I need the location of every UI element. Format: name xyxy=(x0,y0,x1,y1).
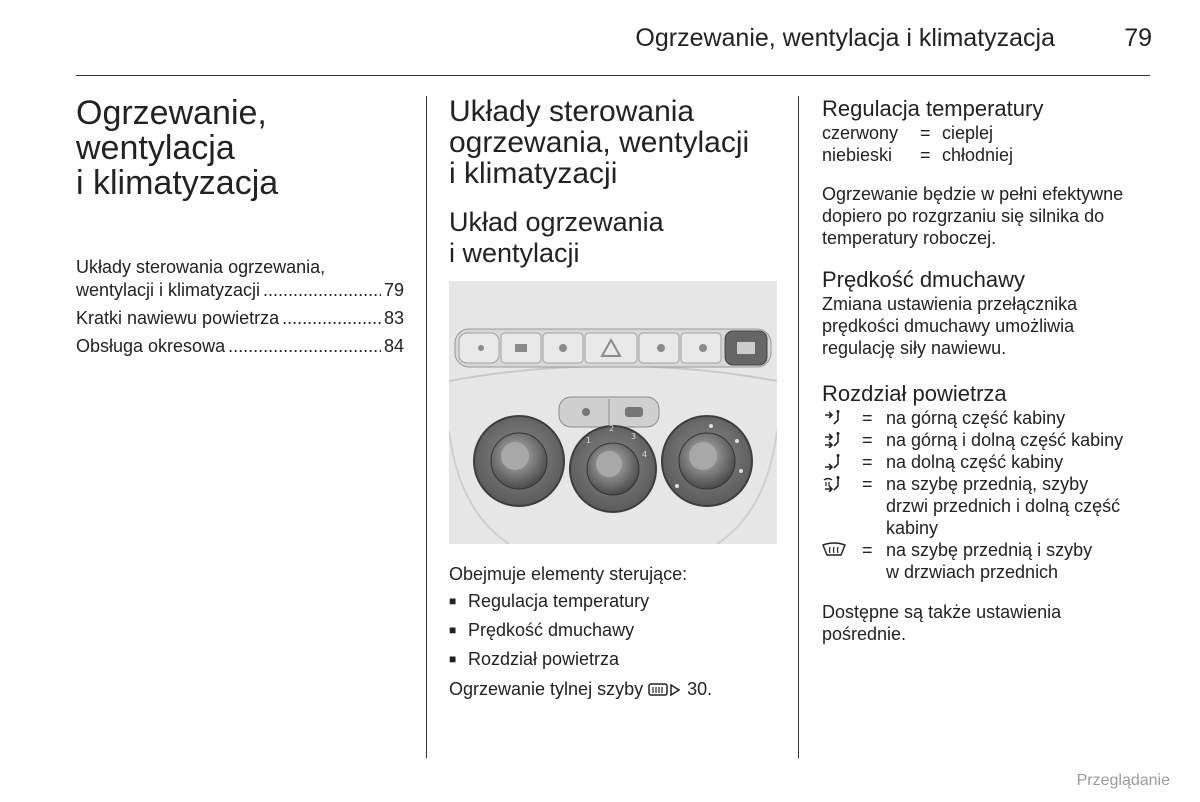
air-distribution-row xyxy=(822,429,1162,451)
chapter-title-line: Ogrzewanie, xyxy=(76,94,267,132)
subsection-title-line: i wentylacji xyxy=(449,238,580,268)
bullet-marker: ■ xyxy=(449,594,457,608)
list-item-text: Rozdział powietrza xyxy=(468,649,620,669)
table-of-contents xyxy=(76,256,404,363)
lower-cabin-icon xyxy=(822,454,846,470)
air-distribution-row xyxy=(822,473,1162,539)
rear-window-heating-icon xyxy=(648,682,668,698)
chapter-title-line: i klimatyzacja xyxy=(76,164,279,202)
fan-heading: Prędkość dmuchawy xyxy=(822,267,1025,292)
equals: = xyxy=(920,123,931,143)
toc-leader xyxy=(282,307,381,330)
subsection-title xyxy=(449,207,779,269)
chapter-title xyxy=(76,96,416,201)
definition: cieplej xyxy=(942,123,994,143)
temperature-note xyxy=(822,183,1162,249)
watermark-text: Przeglądanie xyxy=(1076,772,1170,789)
list-item-text: Regulacja temperatury xyxy=(468,591,650,611)
toc-entry-maintenance[interactable] xyxy=(76,335,404,358)
equals: = xyxy=(862,474,873,494)
equals: = xyxy=(862,452,873,472)
equals: = xyxy=(862,408,873,428)
list-item xyxy=(449,618,649,647)
temperature-heading: Regulacja temperatury xyxy=(822,96,1044,121)
control-list xyxy=(449,589,649,676)
section-title-line: ogrzewania, wentylacji xyxy=(449,126,750,159)
section-title xyxy=(449,96,789,189)
section-title-line: i klimatyzacji xyxy=(449,157,618,190)
paragraph-line: prędkości dmuchawy umożliwia xyxy=(822,316,1075,336)
definition: chłodniej xyxy=(942,145,1014,165)
column-divider-1 xyxy=(426,96,427,758)
windscreen-defrost-icon xyxy=(822,542,846,558)
column-divider-2 xyxy=(798,96,799,758)
air-distribution-row xyxy=(822,407,1162,429)
svg-text:3: 3 xyxy=(631,432,637,441)
equals: = xyxy=(862,430,873,450)
cross-reference-icon xyxy=(668,682,682,698)
fan-section xyxy=(822,267,1162,359)
definition: na dolną część kabiny xyxy=(886,452,1064,472)
definition-line: na szybę przednią, szyby xyxy=(886,474,1089,494)
paragraph-line: pośrednie. xyxy=(822,624,907,644)
air-distribution-row xyxy=(822,451,1162,473)
definition-line: drzwi przednich i dolną część xyxy=(886,496,1121,516)
control-panel-illustration xyxy=(449,281,777,544)
intermediate-note xyxy=(822,601,1162,645)
air-distribution-row xyxy=(822,539,1162,583)
page-number: 79 xyxy=(1124,24,1152,52)
paragraph-line: Zmiana ustawienia przełącznika xyxy=(822,294,1078,314)
subsection-title-line: Układ ogrzewania xyxy=(449,207,664,237)
svg-text:4: 4 xyxy=(642,450,648,459)
paragraph-line: temperatury roboczej. xyxy=(822,228,997,248)
equals: = xyxy=(920,145,931,165)
toc-page: 79 xyxy=(383,280,404,300)
header-rule xyxy=(76,75,1150,76)
rear-window-heating-ref xyxy=(449,677,712,701)
air-distribution-heading: Rozdział powietrza xyxy=(822,381,1007,406)
temperature-row xyxy=(822,144,1162,166)
definition: na górną część kabiny xyxy=(886,408,1066,428)
page-reference: 30. xyxy=(687,679,713,699)
definition xyxy=(886,539,1162,583)
toc-entry-vents[interactable] xyxy=(76,307,404,330)
paragraph-line: Ogrzewanie będzie w pełni efektywne xyxy=(822,184,1124,204)
term: czerwony xyxy=(822,123,899,143)
toc-label: wentylacji i klimatyzacji xyxy=(76,280,261,300)
toc-leader xyxy=(228,335,381,358)
intro-text: Obejmuje elementy sterujące: xyxy=(449,564,688,584)
paragraph-line: Dostępne są także ustawienia xyxy=(822,602,1062,622)
air-distribution-section xyxy=(822,381,1162,583)
definition-line: na szybę przednią i szyby xyxy=(886,540,1093,560)
bullet-marker: ■ xyxy=(449,623,457,637)
paragraph-line: regulację siły nawiewu. xyxy=(822,338,1007,358)
toc-leader xyxy=(263,279,381,302)
temperature-row xyxy=(822,122,1162,144)
toc-label: Układy sterowania ogrzewania, xyxy=(76,257,326,277)
term: niebieski xyxy=(822,145,893,165)
svg-text:1: 1 xyxy=(586,436,592,445)
toc-label: Obsługa okresowa xyxy=(76,336,226,356)
list-item xyxy=(449,589,649,618)
section-title-line: Układy sterowania xyxy=(449,95,695,128)
equals: = xyxy=(862,540,873,560)
definition: na górną i dolną część kabiny xyxy=(886,430,1124,450)
paragraph-line: dopiero po rozgrzaniu się silnika do xyxy=(822,206,1105,226)
svg-text:2: 2 xyxy=(609,424,615,433)
windscreen-lower-icon xyxy=(822,476,846,492)
definition-line: w drzwiach przednich xyxy=(886,562,1059,582)
definition xyxy=(886,473,1162,539)
toc-entry-controls[interactable] xyxy=(76,256,404,302)
temperature-section xyxy=(822,96,1162,166)
list-item-text: Prędkość dmuchawy xyxy=(468,620,635,640)
panel-buttons xyxy=(459,331,767,365)
running-header: Ogrzewanie, wentylacja i klimatyzacja xyxy=(635,24,1055,52)
list-item xyxy=(449,647,649,676)
toc-label: Kratki nawiewu powietrza xyxy=(76,308,280,328)
chapter-title-line: wentylacja xyxy=(76,129,235,167)
upper-cabin-icon xyxy=(822,410,846,426)
definition-line: kabiny xyxy=(886,518,939,538)
toc-page: 83 xyxy=(383,308,404,328)
rear-heating-text: Ogrzewanie tylnej szyby xyxy=(449,679,644,699)
bullet-marker: ■ xyxy=(449,652,457,666)
upper-lower-cabin-icon xyxy=(822,432,846,448)
toc-page: 84 xyxy=(383,336,404,356)
